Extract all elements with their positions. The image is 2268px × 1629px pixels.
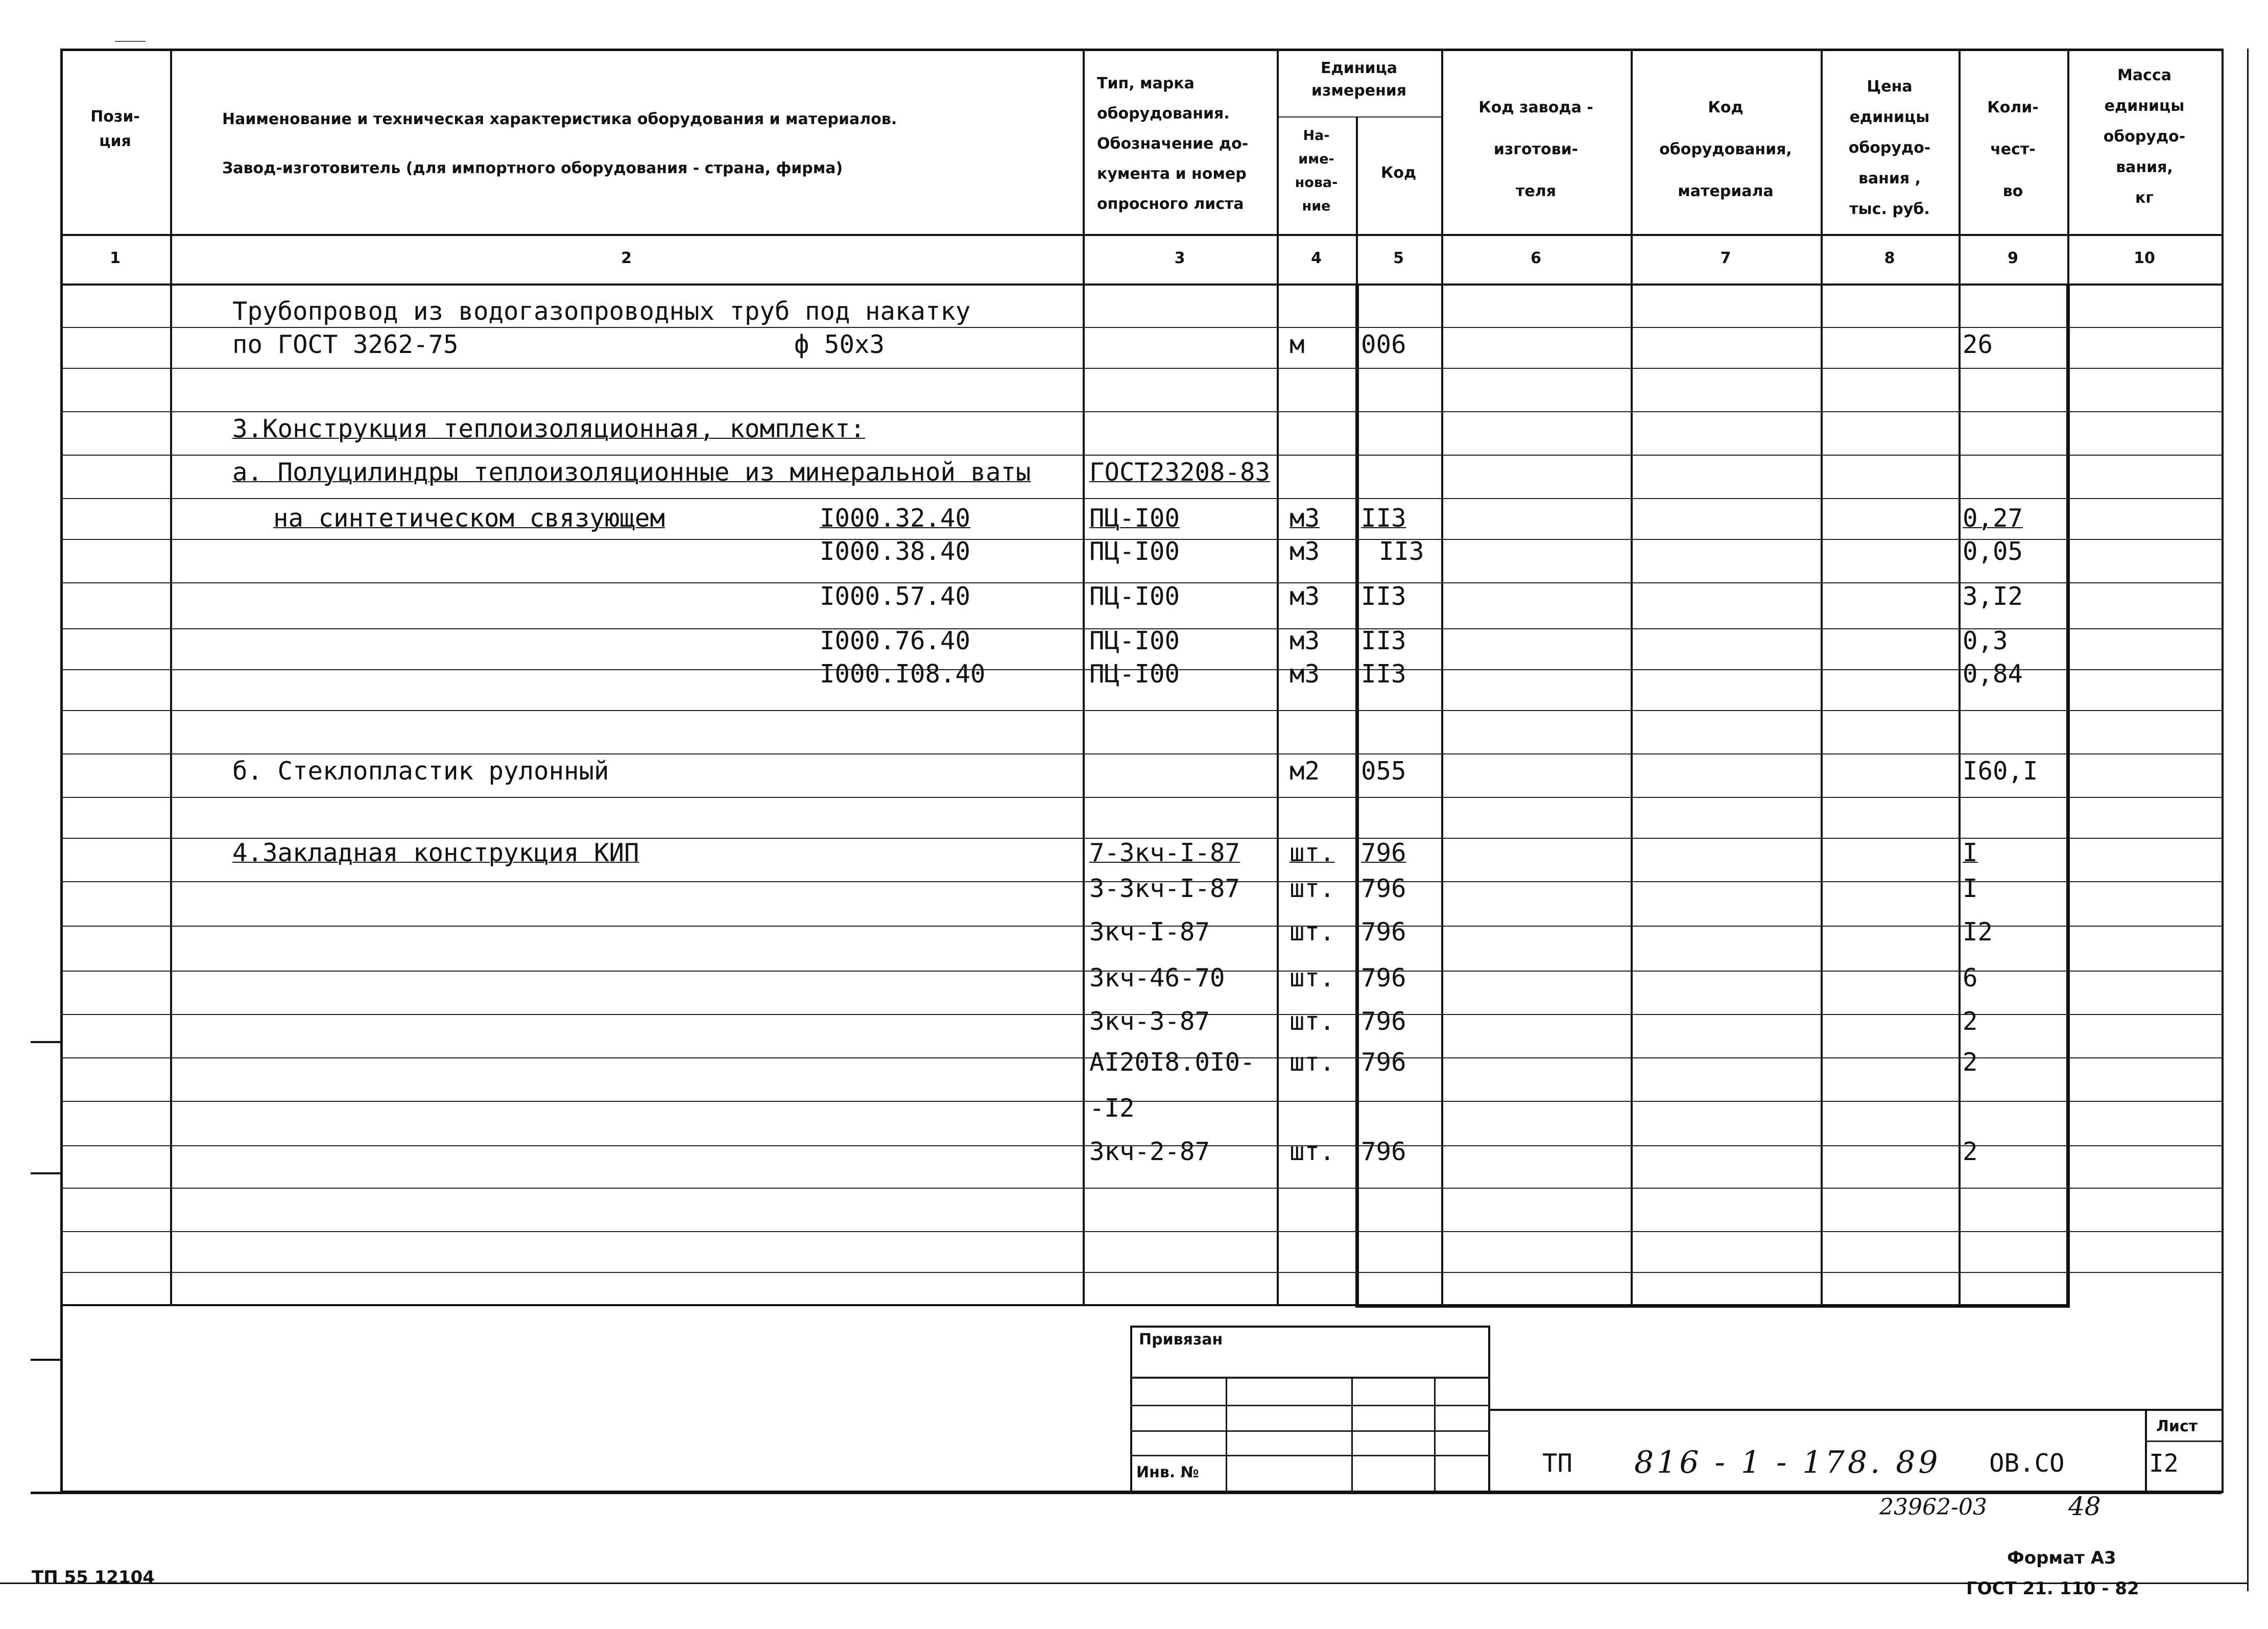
item-name: 4.Закладная конструкция КИП xyxy=(232,838,639,867)
col-number: 2 xyxy=(621,249,632,267)
format-label: Формат А3 xyxy=(2007,1548,2116,1568)
header-unit-name-line: На- xyxy=(1303,128,1330,144)
item-size: I000.32.40 xyxy=(820,504,971,533)
header-unit-group xyxy=(1277,57,1441,102)
row-line xyxy=(60,1101,2222,1102)
header-price-line: Цена xyxy=(1867,78,1913,96)
row-line xyxy=(60,368,2222,369)
item-name: по ГОСТ 3262-75 xyxy=(232,330,459,359)
col-number: 8 xyxy=(1884,249,1895,267)
item-code: II3 xyxy=(1361,504,1406,533)
sheet-number: I2 xyxy=(2149,1449,2179,1478)
left-tick xyxy=(31,1359,60,1361)
header-position xyxy=(60,105,170,154)
header-mass-line: оборудо- xyxy=(2103,128,2186,146)
header-equipment-code-line: материала xyxy=(1678,182,1774,200)
header-name xyxy=(222,95,897,193)
item-qty: I xyxy=(1963,838,1978,867)
item-name: на синтетическом связующем xyxy=(273,504,665,533)
header-mass-line: единицы xyxy=(2104,97,2185,115)
item-type: Зкч-I-87 xyxy=(1089,917,1210,947)
left-tick xyxy=(31,1041,60,1043)
item-type: ПЦ-I00 xyxy=(1089,537,1180,566)
header-unit-code: Код xyxy=(1380,164,1417,182)
header-position-line: ция xyxy=(99,132,131,150)
item-code: 055 xyxy=(1361,757,1406,786)
header-unit-name-line: нова- xyxy=(1295,175,1338,191)
item-code: 006 xyxy=(1361,330,1406,359)
row-line xyxy=(60,1231,2222,1232)
item-code: II3 xyxy=(1361,626,1406,655)
header-unit-name xyxy=(1277,124,1356,218)
item-qty: 2 xyxy=(1963,1048,1978,1077)
top-stub-line xyxy=(115,41,146,42)
item-code: 796 xyxy=(1361,1007,1406,1036)
stamp-vline xyxy=(1351,1377,1353,1492)
col-line-4 xyxy=(1277,49,1279,1305)
row-line xyxy=(60,455,2222,456)
col-number: 4 xyxy=(1311,249,1322,267)
header-equipment-code-line: Код xyxy=(1708,99,1744,116)
header-unit-name-line: ние xyxy=(1302,198,1331,214)
item-type: ПЦ-I00 xyxy=(1089,659,1180,689)
header-mass-line: Масса xyxy=(2117,66,2171,84)
header-unit-name-line: име- xyxy=(1298,151,1334,167)
item-unit: шт. xyxy=(1290,1007,1335,1036)
item-type: Зкч-2-87 xyxy=(1089,1137,1210,1166)
stamp-vline xyxy=(1226,1377,1227,1492)
item-qty: 0,27 xyxy=(1963,504,2023,533)
header-price-line: единицы xyxy=(1849,108,1930,126)
numbers-bottom-line xyxy=(60,284,2222,286)
item-code: 796 xyxy=(1361,963,1406,993)
item-unit: м3 xyxy=(1290,504,1320,533)
item-type: AI20I8.0I0- xyxy=(1089,1048,1255,1077)
item-code: 796 xyxy=(1361,874,1406,903)
stamp-line xyxy=(1130,1430,1490,1432)
item-type: ПЦ-I00 xyxy=(1089,582,1180,611)
item-unit: м2 xyxy=(1290,757,1320,786)
item-type: ГОСТ23208-83 xyxy=(1089,458,1271,487)
header-mass-line: кг xyxy=(2135,189,2154,207)
item-size: I000.76.40 xyxy=(820,626,971,655)
item-name: 3.Конструкция теплоизоляционная, комплект: xyxy=(232,414,866,443)
item-code: 796 xyxy=(1361,838,1406,867)
item-code: II3 xyxy=(1379,537,1424,566)
col-number: 7 xyxy=(1720,249,1731,267)
header-mass xyxy=(2067,60,2222,214)
col-number: 3 xyxy=(1174,249,1185,267)
item-qty: 26 xyxy=(1963,330,1993,359)
item-type: 7-Зкч-I-87 xyxy=(1089,838,1240,867)
col-line-7 xyxy=(1631,49,1633,1305)
sheet-cell-line xyxy=(2145,1409,2147,1493)
item-unit: шт. xyxy=(1290,917,1335,947)
stamp-line xyxy=(1130,1455,1490,1456)
item-unit: м3 xyxy=(1290,659,1320,689)
header-price-line: оборудо- xyxy=(1848,139,1931,157)
col-line-6 xyxy=(1441,49,1443,1305)
header-factory-code-line: теля xyxy=(1516,182,1556,200)
item-qty: 3,I2 xyxy=(1963,582,2023,611)
row-line xyxy=(60,411,2222,412)
item-qty: 2 xyxy=(1963,1007,1978,1036)
item-size: ф 50х3 xyxy=(794,330,885,359)
header-name-line: Завод-изготовитель (для импортного оборудования - страна, фирма) xyxy=(222,159,843,177)
item-code: 796 xyxy=(1361,1048,1406,1077)
header-type xyxy=(1097,68,1248,219)
header-mass-line: вания, xyxy=(2116,158,2173,176)
row-line xyxy=(60,1272,2222,1273)
header-price xyxy=(1821,72,1959,225)
stamp-privyazan-label: Привязан xyxy=(1139,1331,1223,1349)
item-name: б. Стеклопластик рулонный xyxy=(232,757,609,786)
sheet-cell-divider xyxy=(2145,1441,2222,1442)
row-line xyxy=(60,327,2222,328)
header-type-line: кумента и номер xyxy=(1097,165,1247,183)
item-unit: м3 xyxy=(1290,626,1320,655)
header-factory-code-line: Код завода - xyxy=(1478,99,1593,116)
item-unit: шт. xyxy=(1290,874,1335,903)
item-unit: шт. xyxy=(1290,1048,1335,1077)
col-line-5b xyxy=(1355,284,1359,1308)
header-price-line: тыс. руб. xyxy=(1849,200,1930,218)
col-line-8 xyxy=(1821,49,1823,1305)
row-line xyxy=(60,710,2222,711)
tp-label: ТП xyxy=(1542,1449,1573,1478)
item-size: I000.I08.40 xyxy=(820,659,986,689)
col-number: 5 xyxy=(1393,249,1404,267)
stamp-line xyxy=(1130,1377,1490,1379)
item-code: 796 xyxy=(1361,1137,1406,1166)
header-price-line: вания , xyxy=(1858,170,1921,187)
gost-label: ГОСТ 21. 110 - 82 xyxy=(1966,1578,2139,1599)
outer-bottom-line xyxy=(0,1583,2247,1584)
header-position-line: Пози- xyxy=(90,108,140,126)
item-name: а. Полуцилиндры теплоизоляционные из минеральной ваты xyxy=(232,458,1031,487)
header-type-line: опросного листа xyxy=(1097,195,1244,213)
outer-right-line xyxy=(2247,49,2249,1591)
item-size: I000.57.40 xyxy=(820,582,971,611)
col-line-9 xyxy=(1959,49,1961,1305)
item-unit: м xyxy=(1290,330,1305,359)
col-number: 10 xyxy=(2134,249,2155,267)
item-unit: м3 xyxy=(1290,582,1320,611)
stamp-vline xyxy=(1434,1377,1436,1492)
doc-number: 816 - 1 - 178. 89 xyxy=(1634,1445,1941,1480)
col-line-10b xyxy=(2066,284,2070,1308)
item-type: Зкч-3-87 xyxy=(1089,1007,1210,1036)
item-type: -I2 xyxy=(1089,1094,1135,1123)
left-tick xyxy=(31,1172,60,1174)
table-bottom-line xyxy=(60,1304,1357,1306)
stamp-inv-label: Инв. № xyxy=(1136,1463,1199,1481)
item-qty: 2 xyxy=(1963,1137,1978,1166)
col-number: 6 xyxy=(1531,249,1541,267)
header-equipment-code xyxy=(1631,87,1821,213)
col-number: 9 xyxy=(2008,249,2018,267)
header-quantity-line: чест- xyxy=(1990,140,2036,158)
row-line xyxy=(60,797,2222,798)
sheet-label: Лист xyxy=(2156,1418,2198,1435)
header-name-line: Наименование и техническая характеристика оборудования и материалов. xyxy=(222,110,897,128)
right-frame-line xyxy=(2222,49,2224,1493)
row-line xyxy=(60,1188,2222,1189)
header-quantity-line: Коли- xyxy=(1987,99,2039,116)
header-type-line: оборудования. xyxy=(1097,105,1230,123)
item-qty: I60,I xyxy=(1963,757,2038,786)
thick-bottom-box xyxy=(1355,1304,2070,1308)
item-code: II3 xyxy=(1361,582,1406,611)
item-qty: 0,05 xyxy=(1963,537,2023,566)
item-qty: I2 xyxy=(1963,917,1993,947)
header-factory-code-line: изготови- xyxy=(1493,140,1579,158)
item-type: Зкч-46-70 xyxy=(1089,963,1225,993)
titleblock-top-line xyxy=(1490,1409,2222,1411)
row-line xyxy=(60,498,2222,499)
row-line xyxy=(60,753,2222,754)
header-equipment-code-line: оборудования, xyxy=(1659,140,1792,158)
header-type-line: Тип, марка xyxy=(1097,75,1195,92)
item-type: ПЦ-I00 xyxy=(1089,504,1180,533)
item-unit: шт. xyxy=(1290,1137,1335,1166)
doc-code: ОВ.СО xyxy=(1989,1449,2065,1478)
col-number: 1 xyxy=(110,249,121,267)
left-code-label: ТП 55 12104 xyxy=(32,1567,155,1588)
col-line-3 xyxy=(1083,49,1085,1305)
header-unit-group-line: измерения xyxy=(1311,82,1407,100)
header-quantity-line: во xyxy=(2002,182,2023,200)
item-unit: шт. xyxy=(1290,963,1335,993)
handwritten-number: 23962-03 xyxy=(1879,1494,1987,1520)
item-unit: м3 xyxy=(1290,537,1320,566)
item-size: I000.38.40 xyxy=(820,537,971,566)
item-qty: 0,3 xyxy=(1963,626,2008,655)
header-bottom-line xyxy=(60,234,2222,236)
item-name: Трубопровод из водогазопроводных труб под накатку xyxy=(232,297,971,326)
col-line-2 xyxy=(170,49,172,1305)
item-code: 796 xyxy=(1361,917,1406,947)
stamp-line xyxy=(1130,1405,1490,1406)
item-code: II3 xyxy=(1361,659,1406,689)
item-type: ПЦ-I00 xyxy=(1089,626,1180,655)
item-qty: I xyxy=(1963,874,1978,903)
header-quantity xyxy=(1959,87,2067,213)
header-type-line: Обозначение до- xyxy=(1097,135,1249,153)
header-factory-code xyxy=(1441,87,1631,213)
item-qty: 6 xyxy=(1963,963,1978,993)
item-qty: 0,84 xyxy=(1963,659,2023,689)
item-type: 3-Зкч-I-87 xyxy=(1089,874,1240,903)
handwritten-number-2: 48 xyxy=(2068,1492,2101,1521)
unit-group-line xyxy=(1277,116,1441,117)
item-unit: шт. xyxy=(1290,838,1335,867)
header-unit-group-line: Единица xyxy=(1321,59,1397,77)
